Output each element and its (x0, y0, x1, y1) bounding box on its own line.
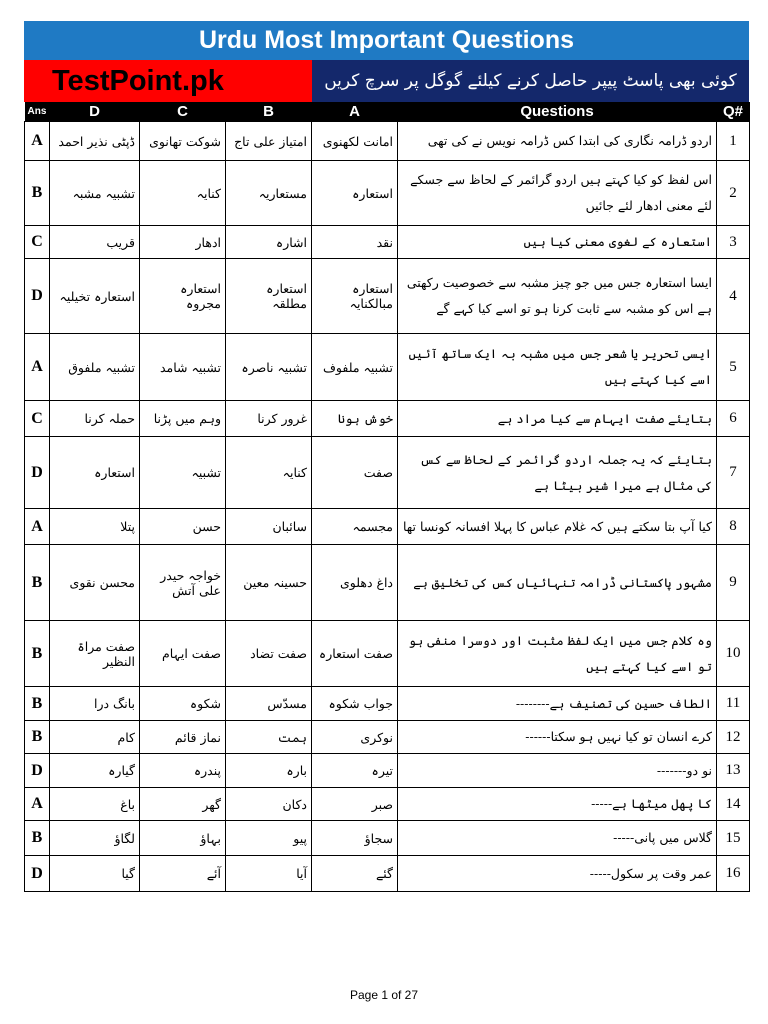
table-row (25, 754, 750, 788)
option-a-cell: استعارہ مبالکنایہ (312, 259, 398, 334)
option-d-cell: ڈپٹی نذیر احمد (50, 122, 140, 161)
question-cell: عمر وقت پر سکول----- (398, 856, 717, 892)
table-row (25, 259, 750, 334)
option-b-cell: مسدّس (226, 687, 312, 721)
header-d: D (50, 102, 140, 122)
slogan-banner: کوئی بھی پاسٹ پیپر حاصل کرنے کیلئے گوگل پر سرچ کریں (312, 60, 749, 102)
answer-cell: C (25, 226, 50, 259)
option-a-cell: گئے (312, 856, 398, 892)
header-c: C (140, 102, 226, 122)
header-b: B (226, 102, 312, 122)
option-b-cell: آیا (226, 856, 312, 892)
question-cell: گلاس میں پانی----- (398, 821, 717, 856)
answer-cell: D (25, 754, 50, 788)
option-b-cell: استعارہ مطلقہ (226, 259, 312, 334)
brand-logo[interactable]: TestPoint.pk (24, 60, 312, 102)
question-cell: نو دو------- (398, 754, 717, 788)
answer-cell: B (25, 621, 50, 687)
option-d-cell: صفت مراۃ النظیر (50, 621, 140, 687)
option-d-cell: محسن نقوی (50, 545, 140, 621)
question-number-cell: 12 (717, 721, 750, 754)
option-d-cell: قریب (50, 226, 140, 259)
answer-cell: B (25, 161, 50, 226)
answer-cell: A (25, 334, 50, 401)
table-row (25, 621, 750, 687)
question-cell: ایسا استعارہ جس میں جو چیز مشبہ سے خصوصیت رکھتی ہے اس کو مشبہ سے ثابت کرنا ہو تو اسے کیا کہے گے (398, 259, 717, 334)
question-cell: کرے انسان تو کیا نہیں ہو سکتا------ (398, 721, 717, 754)
table-row (25, 687, 750, 721)
question-number-cell: 11 (717, 687, 750, 721)
option-b-cell: صفت تضاد (226, 621, 312, 687)
table-row (25, 161, 750, 226)
option-d-cell: کام (50, 721, 140, 754)
option-a-cell: خوش ہونا (312, 401, 398, 437)
question-cell: ایسی تحریر یا شعر جس میں مشبہ بہ ایک ساتھ آئیں اسے کیا کہتے ہیں (398, 334, 717, 401)
answer-cell: B (25, 721, 50, 754)
question-cell: کا پھل میٹھا ہے----- (398, 788, 717, 821)
option-a-cell: تشبیہ ملفوف (312, 334, 398, 401)
question-number-cell: 7 (717, 437, 750, 509)
option-a-cell: داغ دھلوی (312, 545, 398, 621)
question-cell: بتایئے صفت ایہام سے کیا مراد ہے (398, 401, 717, 437)
question-cell: کیا آپ بتا سکتے ہیں کہ غلام عباس کا پہلا افسانہ کونسا تھا (398, 509, 717, 545)
table-row (25, 856, 750, 892)
option-c-cell: استعارہ مجروہ (140, 259, 226, 334)
option-c-cell: ادھار (140, 226, 226, 259)
option-a-cell: تیرہ (312, 754, 398, 788)
question-number-cell: 4 (717, 259, 750, 334)
option-d-cell: حملہ کرنا (50, 401, 140, 437)
header-a: A (312, 102, 398, 122)
option-d-cell: تشبیہ ملفوق (50, 334, 140, 401)
question-cell: بتایئے کہ یہ جملہ اردو گرائمر کے لحاظ سے کس کی مثال ہے میرا شیر بیٹا ہے (398, 437, 717, 509)
option-d-cell: گیا (50, 856, 140, 892)
option-a-cell: صفت استعارہ (312, 621, 398, 687)
option-b-cell: بارہ (226, 754, 312, 788)
option-b-cell: امتیاز علی تاج (226, 122, 312, 161)
option-d-cell: بانگ درا (50, 687, 140, 721)
option-b-cell: پیو (226, 821, 312, 856)
option-b-cell: اشارہ (226, 226, 312, 259)
table-row (25, 821, 750, 856)
question-number-cell: 9 (717, 545, 750, 621)
option-d-cell: استعارہ (50, 437, 140, 509)
question-number-cell: 15 (717, 821, 750, 856)
option-c-cell: وہم میں پڑنا (140, 401, 226, 437)
option-c-cell: صفت ایہام (140, 621, 226, 687)
answer-cell: B (25, 687, 50, 721)
option-d-cell: لگاؤ (50, 821, 140, 856)
question-number-cell: 3 (717, 226, 750, 259)
option-d-cell: استعارہ تخیلیہ (50, 259, 140, 334)
option-a-cell: جواب شکوہ (312, 687, 398, 721)
option-c-cell: پندرہ (140, 754, 226, 788)
option-d-cell: باغ (50, 788, 140, 821)
question-number-cell: 1 (717, 122, 750, 161)
option-c-cell: تشبیہ (140, 437, 226, 509)
page-title: Urdu Most Important Questions (24, 21, 749, 60)
option-b-cell: سائبان (226, 509, 312, 545)
option-c-cell: خواجہ حیدر علی آتش (140, 545, 226, 621)
question-cell: اردو ڈرامہ نگاری کی ابتدا کس ڈرامہ نویس نے کی تھی (398, 122, 717, 161)
question-cell: اس لفظ کو کیا کہتے ہیں اردو گرائمر کے لحاظ سے جسکے لئے معنی ادھار لئے جائیں (398, 161, 717, 226)
option-c-cell: حسن (140, 509, 226, 545)
question-number-cell: 13 (717, 754, 750, 788)
option-c-cell: شکوہ (140, 687, 226, 721)
option-c-cell: کنایہ (140, 161, 226, 226)
header-questions: Questions (398, 102, 717, 122)
option-d-cell: تشبیہ مشبہ (50, 161, 140, 226)
question-cell: وہ کلام جس میں ایک لفظ مثبت اور دوسرا منفی ہو تو اسے کیا کہتے ہیں (398, 621, 717, 687)
option-a-cell: صفت (312, 437, 398, 509)
option-a-cell: سجاؤ (312, 821, 398, 856)
answer-cell: D (25, 437, 50, 509)
table-row (25, 788, 750, 821)
brand-row (24, 60, 749, 102)
option-a-cell: امانت لکھنوی (312, 122, 398, 161)
option-c-cell: تشبیہ شامد (140, 334, 226, 401)
table-row (25, 334, 750, 401)
header-qnum: Q# (717, 102, 750, 122)
option-c-cell: بہاؤ (140, 821, 226, 856)
table-header-row (25, 102, 750, 122)
question-number-cell: 2 (717, 161, 750, 226)
question-cell: استعارہ کے لغوی معنی کیا ہیں (398, 226, 717, 259)
table-row (25, 721, 750, 754)
question-number-cell: 14 (717, 788, 750, 821)
option-a-cell: صبر (312, 788, 398, 821)
option-c-cell: آئے (140, 856, 226, 892)
question-number-cell: 5 (717, 334, 750, 401)
option-a-cell: مجسمہ (312, 509, 398, 545)
table-row (25, 545, 750, 621)
table-row (25, 509, 750, 545)
option-b-cell: مستعاریہ (226, 161, 312, 226)
page-number: Page 1 of 27 (349, 988, 419, 1002)
option-b-cell: ہمت (226, 721, 312, 754)
option-b-cell: غرور کرنا (226, 401, 312, 437)
question-cell: مشہور پاکستانی ڈرامہ تنہائیاں کس کی تخلیق ہے (398, 545, 717, 621)
questions-table (24, 102, 750, 892)
table-row (25, 401, 750, 437)
answer-cell: A (25, 122, 50, 161)
answer-cell: B (25, 821, 50, 856)
option-a-cell: نقد (312, 226, 398, 259)
option-c-cell: شوکت تھانوی (140, 122, 226, 161)
answer-cell: A (25, 788, 50, 821)
question-number-cell: 6 (717, 401, 750, 437)
table-row (25, 226, 750, 259)
option-b-cell: دکان (226, 788, 312, 821)
option-b-cell: کنایہ (226, 437, 312, 509)
option-a-cell: استعارہ (312, 161, 398, 226)
question-number-cell: 16 (717, 856, 750, 892)
option-c-cell: نماز قائم (140, 721, 226, 754)
option-c-cell: گھر (140, 788, 226, 821)
table-row (25, 122, 750, 161)
question-number-cell: 8 (717, 509, 750, 545)
answer-cell: B (25, 545, 50, 621)
option-d-cell: گیارہ (50, 754, 140, 788)
option-b-cell: حسینہ معین (226, 545, 312, 621)
answer-cell: D (25, 856, 50, 892)
table-row (25, 437, 750, 509)
option-d-cell: پتلا (50, 509, 140, 545)
header-ans: Ans (25, 102, 50, 122)
answer-cell: C (25, 401, 50, 437)
option-b-cell: تشبیہ ناصرہ (226, 334, 312, 401)
question-cell: الطاف حسین کی تصنیف ہے-------- (398, 687, 717, 721)
answer-cell: A (25, 509, 50, 545)
option-a-cell: نوکری (312, 721, 398, 754)
answer-cell: D (25, 259, 50, 334)
question-number-cell: 10 (717, 621, 750, 687)
